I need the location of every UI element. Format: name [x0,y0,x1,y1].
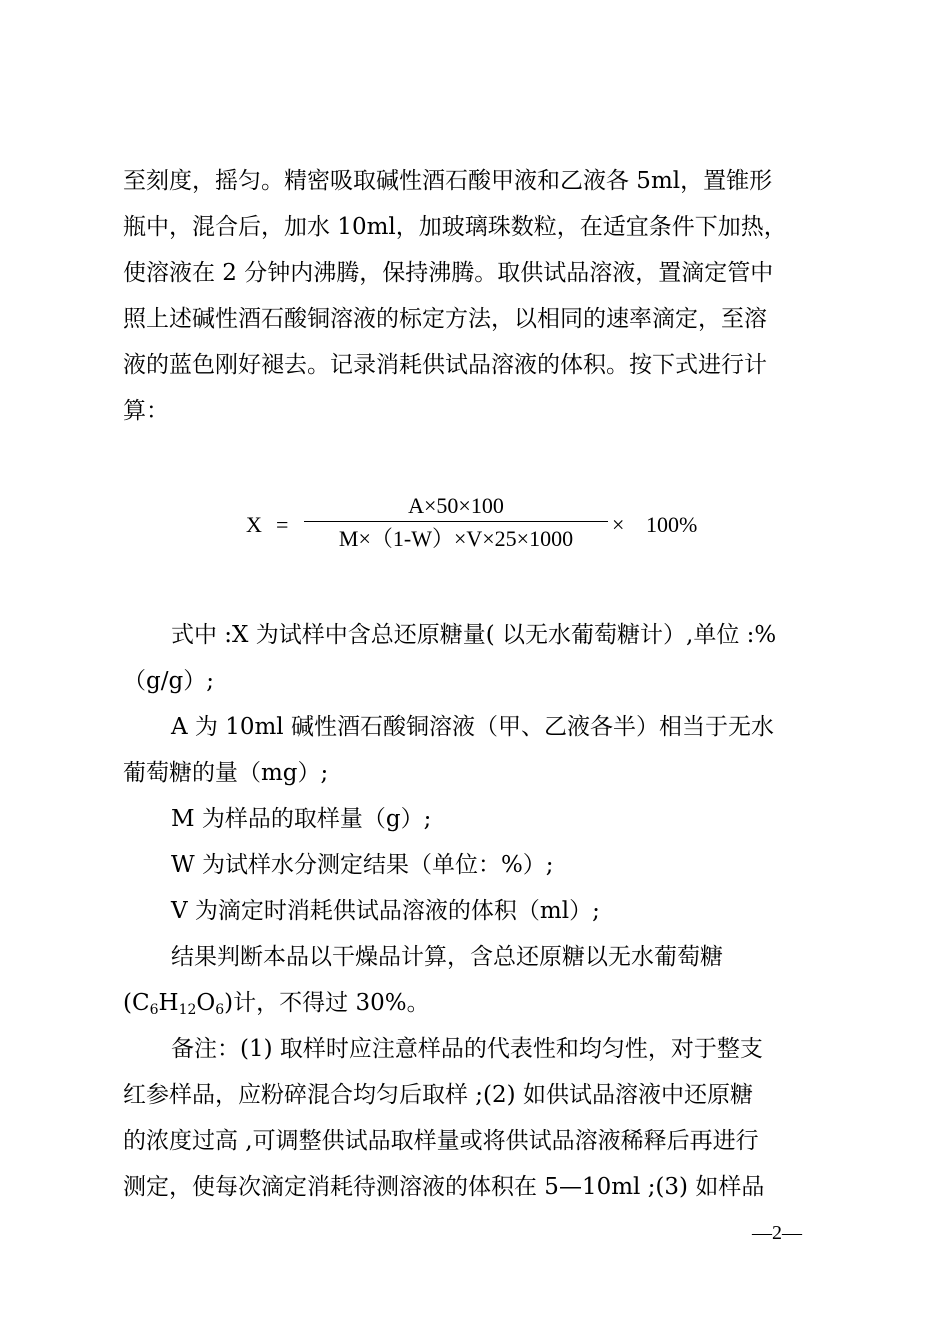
note-line: 测定，使每次滴定消耗待测溶液的体积在 5—10ml ;(3) 如样品 [123,1174,765,1200]
text-line: 瓶中，混合后，加水 10ml，加玻璃珠数粒，在适宜条件下加热， [123,214,787,240]
procedure-paragraph [123,158,828,434]
formula-fraction [304,492,608,556]
definition-m: M 为样品的取样量（g）; [171,806,432,832]
text-line: 液的蓝色刚好褪去。记录消耗供试品溶液的体积。按下式进行计 [123,352,767,378]
note-line: 红参样品，应粉碎混合均匀后取样 ;(2) 如供试品溶液中还原糖 [123,1082,753,1108]
definitions-section [123,612,828,1210]
formula-times: × [612,512,625,537]
formula-lhs: X [246,512,262,537]
text-line: 至刻度，摇匀。精密吸取碱性酒石酸甲液和乙液各 5ml，置锥形 [123,168,773,194]
definition-v: V 为滴定时消耗供试品溶液的体积（ml）; [171,898,600,924]
formula-denominator: M×（1-W）×V×25×1000 [338,526,574,551]
chem-formula: ($C_6H_{12}O_6$ [123,990,225,1018]
definition-w: W 为试样水分测定结果（单位：%）; [171,852,554,878]
note-line: 的浓度过高 ,可调整供试品取样量或将供试品溶液稀释后再进行 [123,1128,759,1154]
text-line: 照上述碱性酒石酸铜溶液的标定方法，以相同的速率滴定，至溶 [123,306,767,332]
text-line: 使溶液在 2 分钟内沸腾，保持沸腾。取供试品溶液，置滴定管中 [123,260,774,286]
definition-a: A 为 10ml 碱性酒石酸铜溶液（甲、乙液各半）相当于无水 [171,714,774,740]
result-judgement: 结果判断本品以干燥品计算，含总还原糖以无水葡萄糖 [171,944,723,970]
result-judgement-cont: $(C_6H_{12}O_6)$计，不得过 30%。 [123,990,430,1018]
note-line: 备注：(1) 取样时应注意样品的代表性和均匀性，对于整支 [171,1036,763,1062]
calculation-formula [240,492,720,562]
formula-numerator: A×50×100 [408,493,504,518]
definition-x: 式中 :X 为试样中含总还原糖量( 以无水葡萄糖计）,单位 :% [171,622,777,648]
text-line: 算： [123,398,169,424]
definition-a-cont: 葡萄糖的量（mg）; [123,760,329,786]
formula-equals: = [276,512,289,537]
formula-multiplier: 100% [646,512,698,537]
page-number: —2— [752,1222,802,1244]
definition-x-cont: （g/g）; [123,668,214,694]
